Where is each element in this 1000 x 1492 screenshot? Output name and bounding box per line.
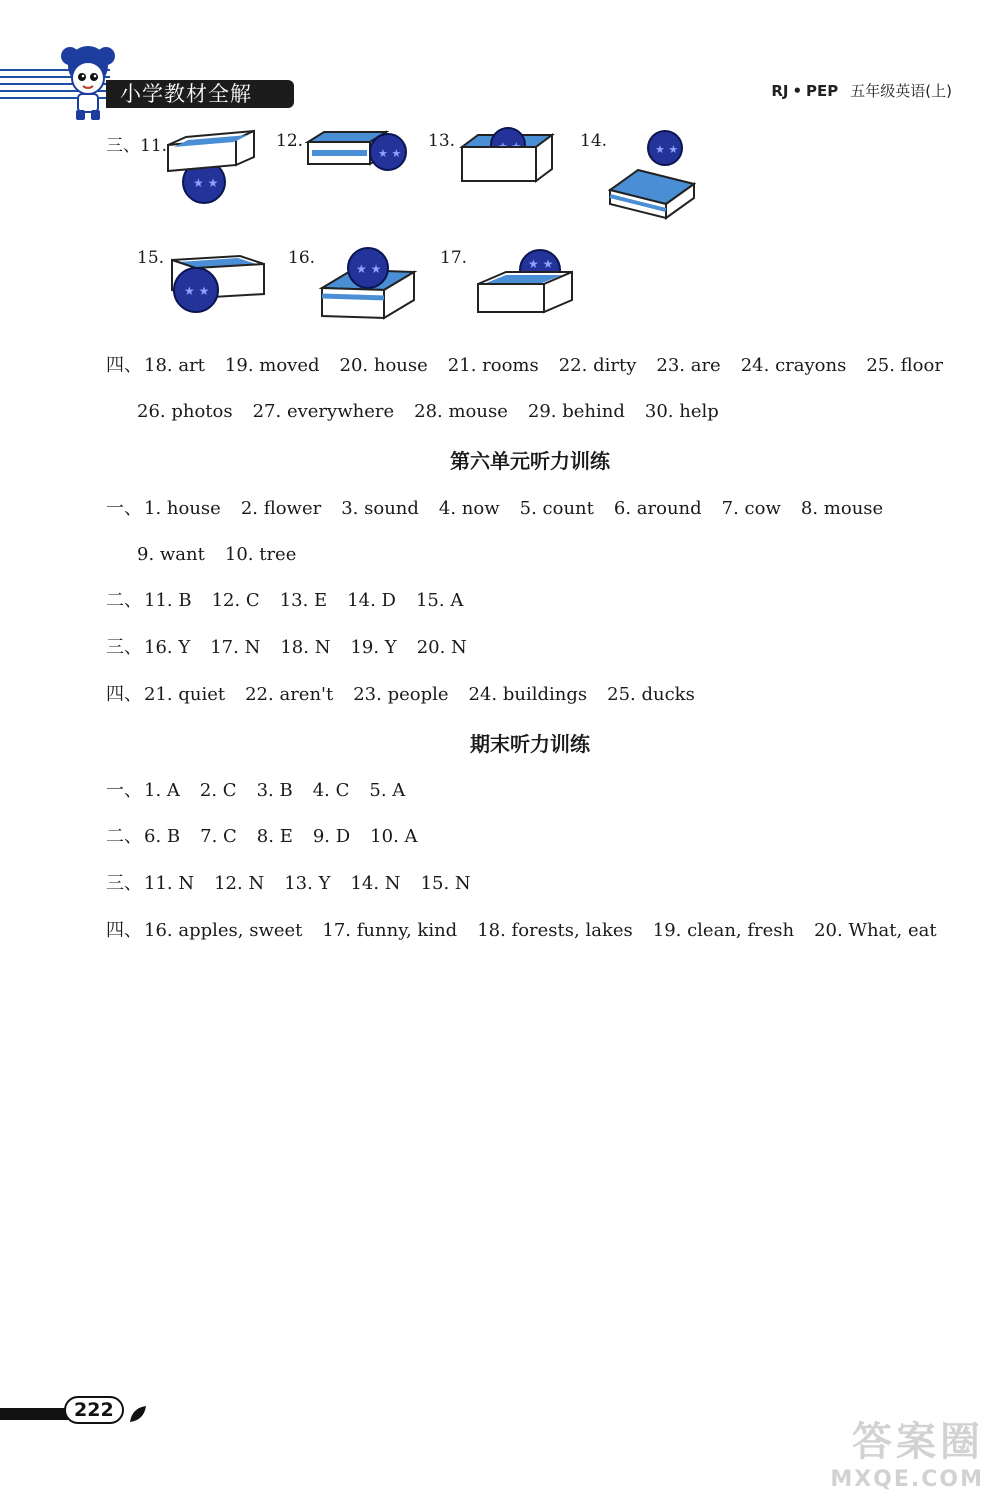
figure-ball-above-box — [606, 128, 698, 224]
final-row-2: 二、 6. B 7. C 8. E 9. D 10. A — [106, 826, 418, 847]
unit6-row-3: 三、 16. Y 17. N 18. N 19. Y 20. N — [106, 637, 467, 658]
final-row-1: 一、 1. A 2. C 3. B 4. C 5. A — [106, 780, 406, 801]
publisher-code: PEP — [806, 82, 839, 100]
footer-bar — [0, 1408, 72, 1420]
figure-ball-front-box — [166, 246, 270, 318]
svg-text:★ ★: ★ ★ — [528, 257, 554, 271]
mascot-icon — [52, 44, 124, 124]
series-title: 小学教材全解 — [106, 80, 294, 108]
edition-code: RJ — [771, 82, 789, 100]
figure-ball-on-box — [318, 240, 422, 326]
figure-ball-behind-box — [474, 246, 580, 318]
figure-label-16: 16. — [288, 248, 316, 268]
final-row-4: 四、 16. apples, sweet 17. funny, kind 18. forests, lakes 19. clean, fresh 20. What, eat — [106, 920, 937, 941]
svg-text:★ ★: ★ ★ — [655, 143, 679, 156]
figure-label-13: 13. — [428, 131, 456, 151]
unit6-row-4: 四、 21. quiet 22. aren't 23. people 24. buildings 25. ducks — [106, 684, 695, 705]
svg-text:★ ★: ★ ★ — [378, 147, 402, 160]
final-row-3: 三、 11. N 12. N 13. Y 14. N 15. N — [106, 873, 471, 894]
figure-label-15: 15. — [137, 248, 165, 268]
svg-text:★ ★: ★ ★ — [356, 262, 382, 276]
figure-label-12: 12. — [276, 131, 304, 151]
subject-label: 五年级英语(上) — [850, 82, 952, 100]
leaf-icon — [126, 1402, 150, 1426]
page-number: 222 — [64, 1396, 124, 1424]
edition-dot: • — [792, 82, 803, 100]
section-lead: 四、 — [106, 355, 142, 376]
unit6-row-1b: 9. want 10. tree — [137, 544, 297, 565]
svg-text:★ ★: ★ ★ — [193, 176, 219, 190]
final-title: 期末听力训练 — [470, 732, 590, 756]
figure-ball-under-box — [160, 125, 260, 205]
edition-label — [771, 80, 952, 101]
unit6-row-2: 二、 11. B 12. C 13. E 14. D 15. A — [106, 590, 464, 611]
answer-row-4b: 26. photos 27. everywhere 28. mouse 29. behind 30. help — [137, 401, 719, 422]
answer-row-4a: 四、 18. art 19. moved 20. house 21. rooms 22. dirty 23. are 24. crayons 25. floor — [106, 355, 943, 376]
figure-label-14: 14. — [580, 131, 608, 151]
figure-ball-beside-box — [304, 128, 414, 188]
figure-ball-in-box — [456, 125, 556, 187]
svg-text:★ ★: ★ ★ — [184, 284, 210, 298]
figure-section-lead: 三、11. — [106, 136, 168, 156]
unit6-row-1a: 一、 1. house 2. flower 3. sound 4. now 5. count 6. around 7. cow 8. mouse — [106, 498, 884, 519]
watermark-url: MXQE.COM — [830, 1467, 984, 1492]
figure-label-17: 17. — [440, 248, 468, 268]
watermark-title: 答案圈 — [852, 1419, 984, 1465]
figure-label-11: 11. — [140, 136, 168, 156]
watermark — [830, 1410, 984, 1492]
unit6-title: 第六单元听力训练 — [450, 449, 610, 473]
